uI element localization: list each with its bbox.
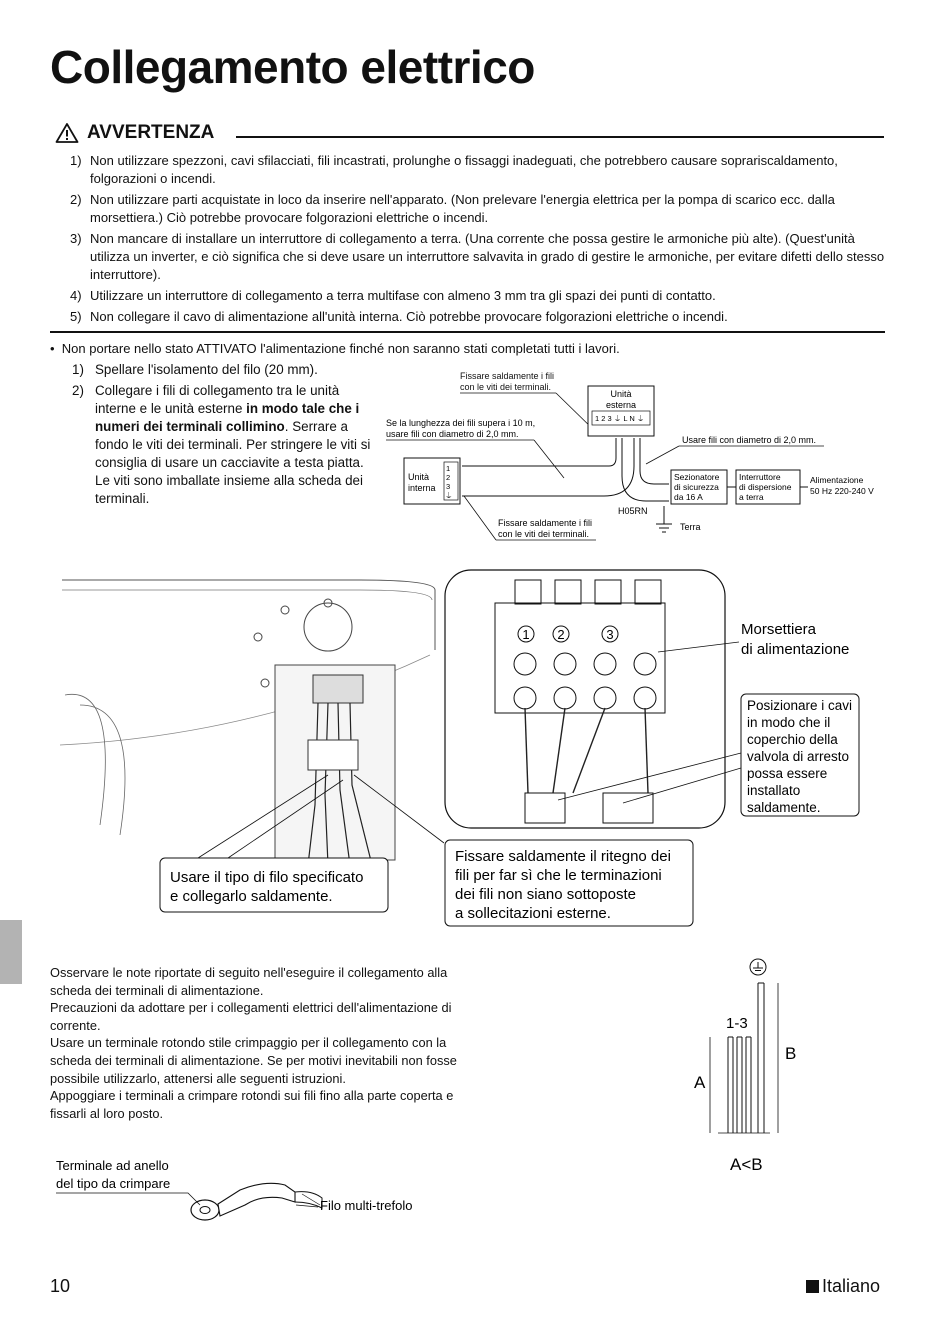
- warning-item: [70, 191, 885, 227]
- length-rule-label: A<B: [730, 1155, 763, 1174]
- earth-label: Terra: [680, 522, 701, 532]
- position-line: installato: [747, 783, 801, 798]
- warning-item: [70, 287, 885, 305]
- warning-item-num: 5): [70, 309, 82, 324]
- use-wire-line: Usare il tipo di filo specificato: [170, 869, 364, 886]
- page-number: 10: [50, 1276, 71, 1296]
- warning-item-num: 2): [70, 192, 82, 207]
- rcd-label-2: di dispersione: [739, 482, 792, 492]
- notes-block: [50, 964, 490, 1122]
- step-text-b: . Serrare a fondo le viti dei terminali. Per stringere le viti si consiglia di usare un cacciavite a testa piatta. Le viti sono imballate insieme alla scheda dei terminali.: [95, 419, 371, 506]
- step-1: [72, 361, 382, 379]
- retainer-line: a sollecitazioni esterne.: [455, 905, 611, 922]
- warning-item: [70, 308, 885, 326]
- warning-item-num: 3): [70, 231, 82, 246]
- note-paragraph: Osservare le note riportate di seguito nell'eseguire il collegamento alla scheda dei terminali di alimentazione.: [50, 965, 448, 998]
- outdoor-unit-label-1: Unità: [610, 389, 632, 399]
- step-text-bold: in modo tale che i numeri dei terminali collimino: [95, 401, 360, 434]
- fix-bottom-label-2: con le viti dei terminali.: [498, 529, 590, 539]
- bullet-note-text: Non portare nello stato ATTIVATO l'alimentazione finché non saranno stati completati tutti i lavori.: [61, 341, 620, 356]
- section-tab: [0, 920, 22, 984]
- bullet-note: • Non portare nello stato ATTIVATO l'alimentazione finché non saranno stati completati tutti i lavori.: [50, 341, 620, 356]
- language-label: Italiano: [822, 1276, 881, 1296]
- step-num: 1): [72, 362, 84, 377]
- warning-item-num: 4): [70, 288, 82, 303]
- use-wire-callout: [158, 770, 458, 915]
- warning-title: AVVERTENZA: [87, 122, 215, 143]
- power-label-2: 50 Hz 220-240 V: [810, 486, 874, 496]
- terminal-label-1: 1: [522, 627, 530, 642]
- breaker-label-1: Sezionatore: [674, 472, 720, 482]
- position-line: saldamente.: [747, 800, 821, 815]
- indoor-term-earth: ⏚: [445, 491, 453, 500]
- step-num: 2): [72, 383, 84, 398]
- indoor-unit-label-2: interna: [408, 483, 436, 493]
- length-note-2: usare fili con diametro di 2,0 mm.: [386, 429, 519, 439]
- note-paragraph: Precauzioni da adottare per i collegamenti elettrici dell'alimentazione di corrente.: [50, 1000, 452, 1033]
- wiring-diagram: [384, 366, 904, 546]
- outdoor-unit-label-2: esterna: [605, 400, 637, 410]
- terminal-closeup: [443, 568, 893, 928]
- warning-item-text: Non utilizzare spezzoni, cavi sfilacciati, fili incastrati, prolunghe o fissaggi inadeguati, che potrebbero causare soprariscaldamento, folgorazioni o incendi.: [90, 153, 838, 186]
- retainer-line: Fissare saldamente il ritegno dei: [455, 848, 671, 865]
- length-b-label: B: [785, 1044, 797, 1063]
- retainer-line: fili per far sì che le terminazioni: [455, 867, 662, 884]
- crimp-label-1: Terminale ad anello: [56, 1158, 169, 1173]
- warning-item-text: Non collegare il cavo di alimentazione all'unità interna. Ciò potrebbe provocare folgorazioni elettriche o incendi.: [90, 309, 728, 324]
- warning-item-text: Utilizzare un interruttore di collegamento a terra multifase con almeno 3 mm tra gli spazi dei punti di contatto.: [90, 288, 716, 303]
- warning-item-num: 1): [70, 153, 82, 168]
- warning-triangle-icon: [55, 122, 79, 144]
- indoor-term-1: 1: [446, 464, 451, 473]
- warning-list: [70, 152, 885, 329]
- diameter-note: Usare fili con diametro di 2,0 mm.: [682, 435, 817, 445]
- breaker-label-3: da 16 A: [674, 492, 703, 502]
- wire-length-diagram: [690, 955, 820, 1180]
- position-line: in modo che il: [747, 715, 831, 730]
- warning-item: [70, 152, 885, 188]
- cable-type-label: H05RN: [618, 506, 648, 516]
- warning-item-text: Non mancare di installare un interruttore di collegamento a terra. (Una corrente che possa gestire le armoniche più alte). (Quest'unità utilizza un inverter, e ciò significa che si deve usare un interruttore salvavita in grado di gestire le armoniche, per evitare difetti dello stesso interruttore).: [90, 231, 885, 282]
- note-paragraph: Appoggiare i terminali a crimpare rotondi sui fili fino alla parte coperta e fissarli al loro posto.: [50, 1088, 454, 1121]
- indoor-unit-label-1: Unità: [408, 472, 430, 482]
- rcd-label-1: Interruttore: [739, 472, 781, 482]
- warning-end-divider: [50, 331, 885, 333]
- warning-item-text: Non utilizzare parti acquistate in loco da inserire nell'apparato. (Non prelevare l'energia elettrica per la pompa di scarico ecc. dalla morsettiera.) Ciò potrebbe provocare folgorazioni elettriche o incendi.: [90, 192, 835, 225]
- language-square-icon: [806, 1280, 819, 1293]
- position-line: coperchio della: [747, 732, 838, 747]
- step-text: Spellare l'isolamento del filo (20 mm).: [95, 362, 318, 377]
- step-text-a: Collegare i fili di collegamento tra le unità interne e le unità esterne: [95, 383, 340, 416]
- position-line: Posizionare i cavi: [747, 698, 853, 713]
- indoor-term-3: 3: [446, 482, 451, 491]
- crimp-label-2: del tipo da crimpare: [56, 1176, 171, 1191]
- length-a-label: A: [694, 1073, 706, 1092]
- power-label-1: Alimentazione: [810, 475, 864, 485]
- breaker-label-2: di sicurezza: [674, 482, 719, 492]
- terminal-board-label-1: Morsettiera: [741, 621, 817, 638]
- length-note-1: Se la lunghezza dei fili supera i 10 m,: [386, 418, 536, 428]
- indoor-term-2: 2: [446, 473, 451, 482]
- warning-heading: [55, 122, 214, 144]
- terminal-label-3: 3: [606, 627, 614, 642]
- warning-divider: [236, 136, 884, 138]
- fix-bottom-label-1: Fissare saldamente i fili: [498, 518, 593, 528]
- note-paragraph: Usare un terminale rotondo stile crimpaggio per il collegamento con la scheda dei terminali di alimentazione. Se per motivi inevitabili non fosse possibile utilizzarlo, attenersi alle seguenti istruzioni.: [50, 1035, 457, 1086]
- outdoor-terminals: 1 2 3 ⏚ L N ⏚: [595, 414, 645, 423]
- terminal-label-2: 2: [557, 627, 565, 642]
- crimp-wire-label: Filo multi-trefolo: [320, 1198, 413, 1213]
- rcd-label-3: a terra: [739, 492, 764, 502]
- retainer-line: dei fili non siano sottoposte: [455, 886, 636, 903]
- language-indicator: [806, 1276, 880, 1297]
- position-line: possa essere: [747, 766, 828, 781]
- fix-top-label-2: con le viti dei terminali.: [460, 382, 552, 392]
- use-wire-line: e collegarlo saldamente.: [170, 888, 333, 905]
- terminal-board-label-2: di alimentazione: [741, 641, 850, 658]
- page-title: Collegamento elettrico: [50, 41, 535, 93]
- warning-item: [70, 230, 885, 284]
- fix-top-label-1: Fissare saldamente i fili: [460, 371, 555, 381]
- steps-list: [72, 361, 382, 511]
- step-2: [72, 382, 382, 508]
- crimp-terminal-diagram: [50, 1150, 450, 1230]
- range-label: 1-3: [726, 1015, 748, 1032]
- position-line: valvola di arresto: [747, 749, 850, 764]
